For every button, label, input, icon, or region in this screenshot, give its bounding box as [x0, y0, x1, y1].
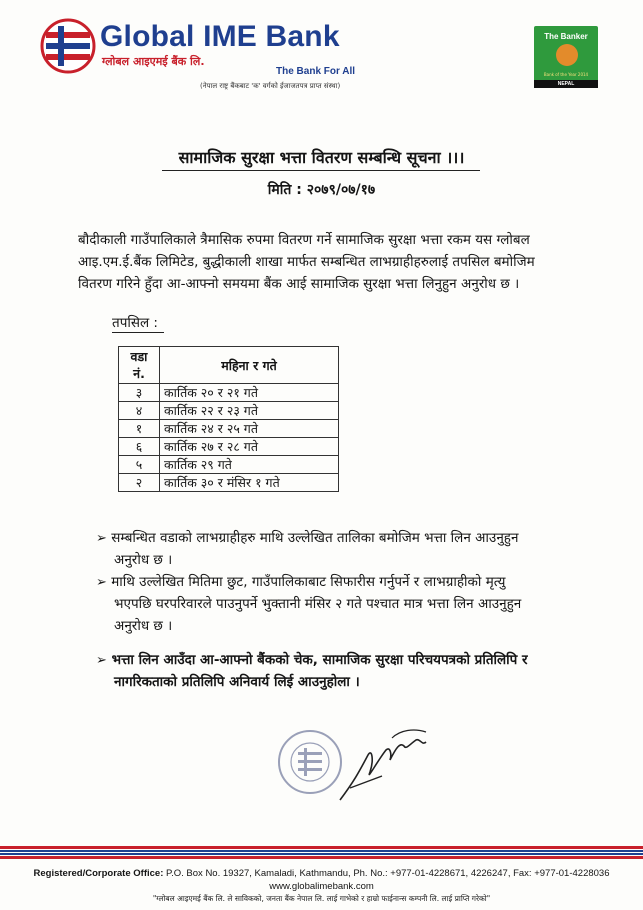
bullet-3-line-2: नागरिकताको प्रतिलिपि अनिवार्य लिई आउनुहोला । [114, 674, 360, 690]
footer-address [0, 868, 643, 879]
bullet-3 [96, 650, 528, 668]
award-badge [534, 26, 598, 88]
footer-website: www.globalimebank.com [269, 881, 374, 892]
header-month: महिना र गते [160, 347, 339, 384]
bullet-2-line-1: माथि उल्लेखित मितिमा छुट, गाउँपालिकाबाट सिफारीस गर्नुपर्ने र लाभग्राहीको मृत्यु [111, 574, 506, 590]
arrow-bullet-icon: ➢ [96, 653, 107, 668]
bank-name-nepali: ग्लोबल आइएमई बैंक लि. [102, 55, 205, 68]
table-row [119, 420, 339, 438]
title-underline [162, 170, 480, 171]
bullet-2 [96, 572, 506, 590]
schedule-table [118, 346, 339, 492]
details-underline [112, 332, 164, 333]
header-ward: वडा नं. [119, 347, 160, 384]
table-row [119, 474, 339, 492]
footer-address-text: Registered/Corporate Office: P.O. Box No. 19327, Kamaladi, Kathmandu, Ph. No.: +977-01-4228671, 4226247, Fax: +977-01-4228036 [33, 868, 610, 879]
bank-logo-icon [40, 18, 96, 74]
bullet-2-line-2: भएपछि घरपरिवारले पाउनुपर्ने भुक्तानी मंसिर २ गते पश्चात मात्र भत्ता लिन आउनुहुन [114, 596, 522, 612]
bullet-1 [96, 528, 518, 546]
ward-cell: २ [119, 474, 160, 492]
table-row [119, 456, 339, 474]
arrow-bullet-icon: ➢ [96, 531, 107, 546]
table-row [119, 438, 339, 456]
month-cell: कार्तिक २० र २१ गते [160, 384, 339, 402]
month-cell: कार्तिक २७ र २८ गते [160, 438, 339, 456]
signature-mark [330, 720, 450, 810]
bullet-2-line-3: अनुरोध छ । [114, 618, 173, 634]
body-line-3: वितरण गरिने हुँदा आ-आफ्नो समयमा बैंक आई सामाजिक सुरक्षा भत्ता लिनुहुन अनुरोध छ । [78, 276, 520, 292]
licence-note: (नेपाल राष्ट्र बैंकबाट 'क' वर्गको ईजाजतपत्र प्राप्त संस्था) [200, 82, 341, 90]
ward-cell: ६ [119, 438, 160, 456]
arrow-bullet-icon: ➢ [96, 575, 107, 590]
month-cell: कार्तिक २९ गते [160, 456, 339, 474]
details-label: तपसिल : [112, 315, 158, 331]
award-globe-icon [556, 44, 578, 66]
bank-name: Global IME Bank [100, 20, 340, 53]
body-line-2: आइ.एम.ई.बैंक लिमिटेड, बुद्धीकाली शाखा मार्फत सम्बन्धित लाभग्राहीहरुलाई तपसिल बमोजिम [78, 254, 535, 270]
body-line-1: बौदीकाली गाउँपालिकाले त्रैमासिक रुपमा वितरण गर्ने सामाजिक सुरक्षा भत्ता रकम यस ग्लोबल [78, 232, 530, 248]
table-header-row [119, 347, 339, 384]
award-subtitle: Bank of the Year 2014 [543, 72, 589, 77]
ward-cell: १ [119, 420, 160, 438]
notice-date: मिति : २०७९/०७/१७ [267, 182, 376, 198]
footer-note: "ग्लोबल आइएमई बैंक लि. ले साविकको, जनता बैंक नेपाल लि. लाई गाभेको र हाम्रो फाईनान्स कम्पनी लि. लाई प्राप्ति गरेको" [152, 894, 491, 903]
month-cell: कार्तिक २२ र २३ गते [160, 402, 339, 420]
bank-tagline: The Bank For All [276, 66, 356, 77]
bullet-1-line-1: सम्बन्धित वडाको लाभग्राहीहरु माथि उल्लेखित तालिका बमोजिम भत्ता लिन आउनुहुन [111, 530, 519, 546]
award-country: NEPAL [534, 80, 598, 88]
ward-cell: ३ [119, 384, 160, 402]
award-title: The Banker [544, 32, 588, 41]
footer-color-band [0, 846, 643, 860]
table-row [119, 384, 339, 402]
month-cell: कार्तिक ३० र मंसिर १ गते [160, 474, 339, 492]
bullet-1-line-2: अनुरोध छ । [114, 552, 173, 568]
ward-cell: ४ [119, 402, 160, 420]
ward-cell: ५ [119, 456, 160, 474]
bullet-3-line-1: भत्ता लिन आउँदा आ-आफ्नो बैंकको चेक, सामाजिक सुरक्षा परिचयपत्रको प्रतिलिपि र [111, 652, 528, 668]
table-row [119, 402, 339, 420]
month-cell: कार्तिक २४ र २५ गते [160, 420, 339, 438]
notice-title: सामाजिक सुरक्षा भत्ता वितरण सम्बन्धि सूचना ।।। [178, 148, 465, 167]
